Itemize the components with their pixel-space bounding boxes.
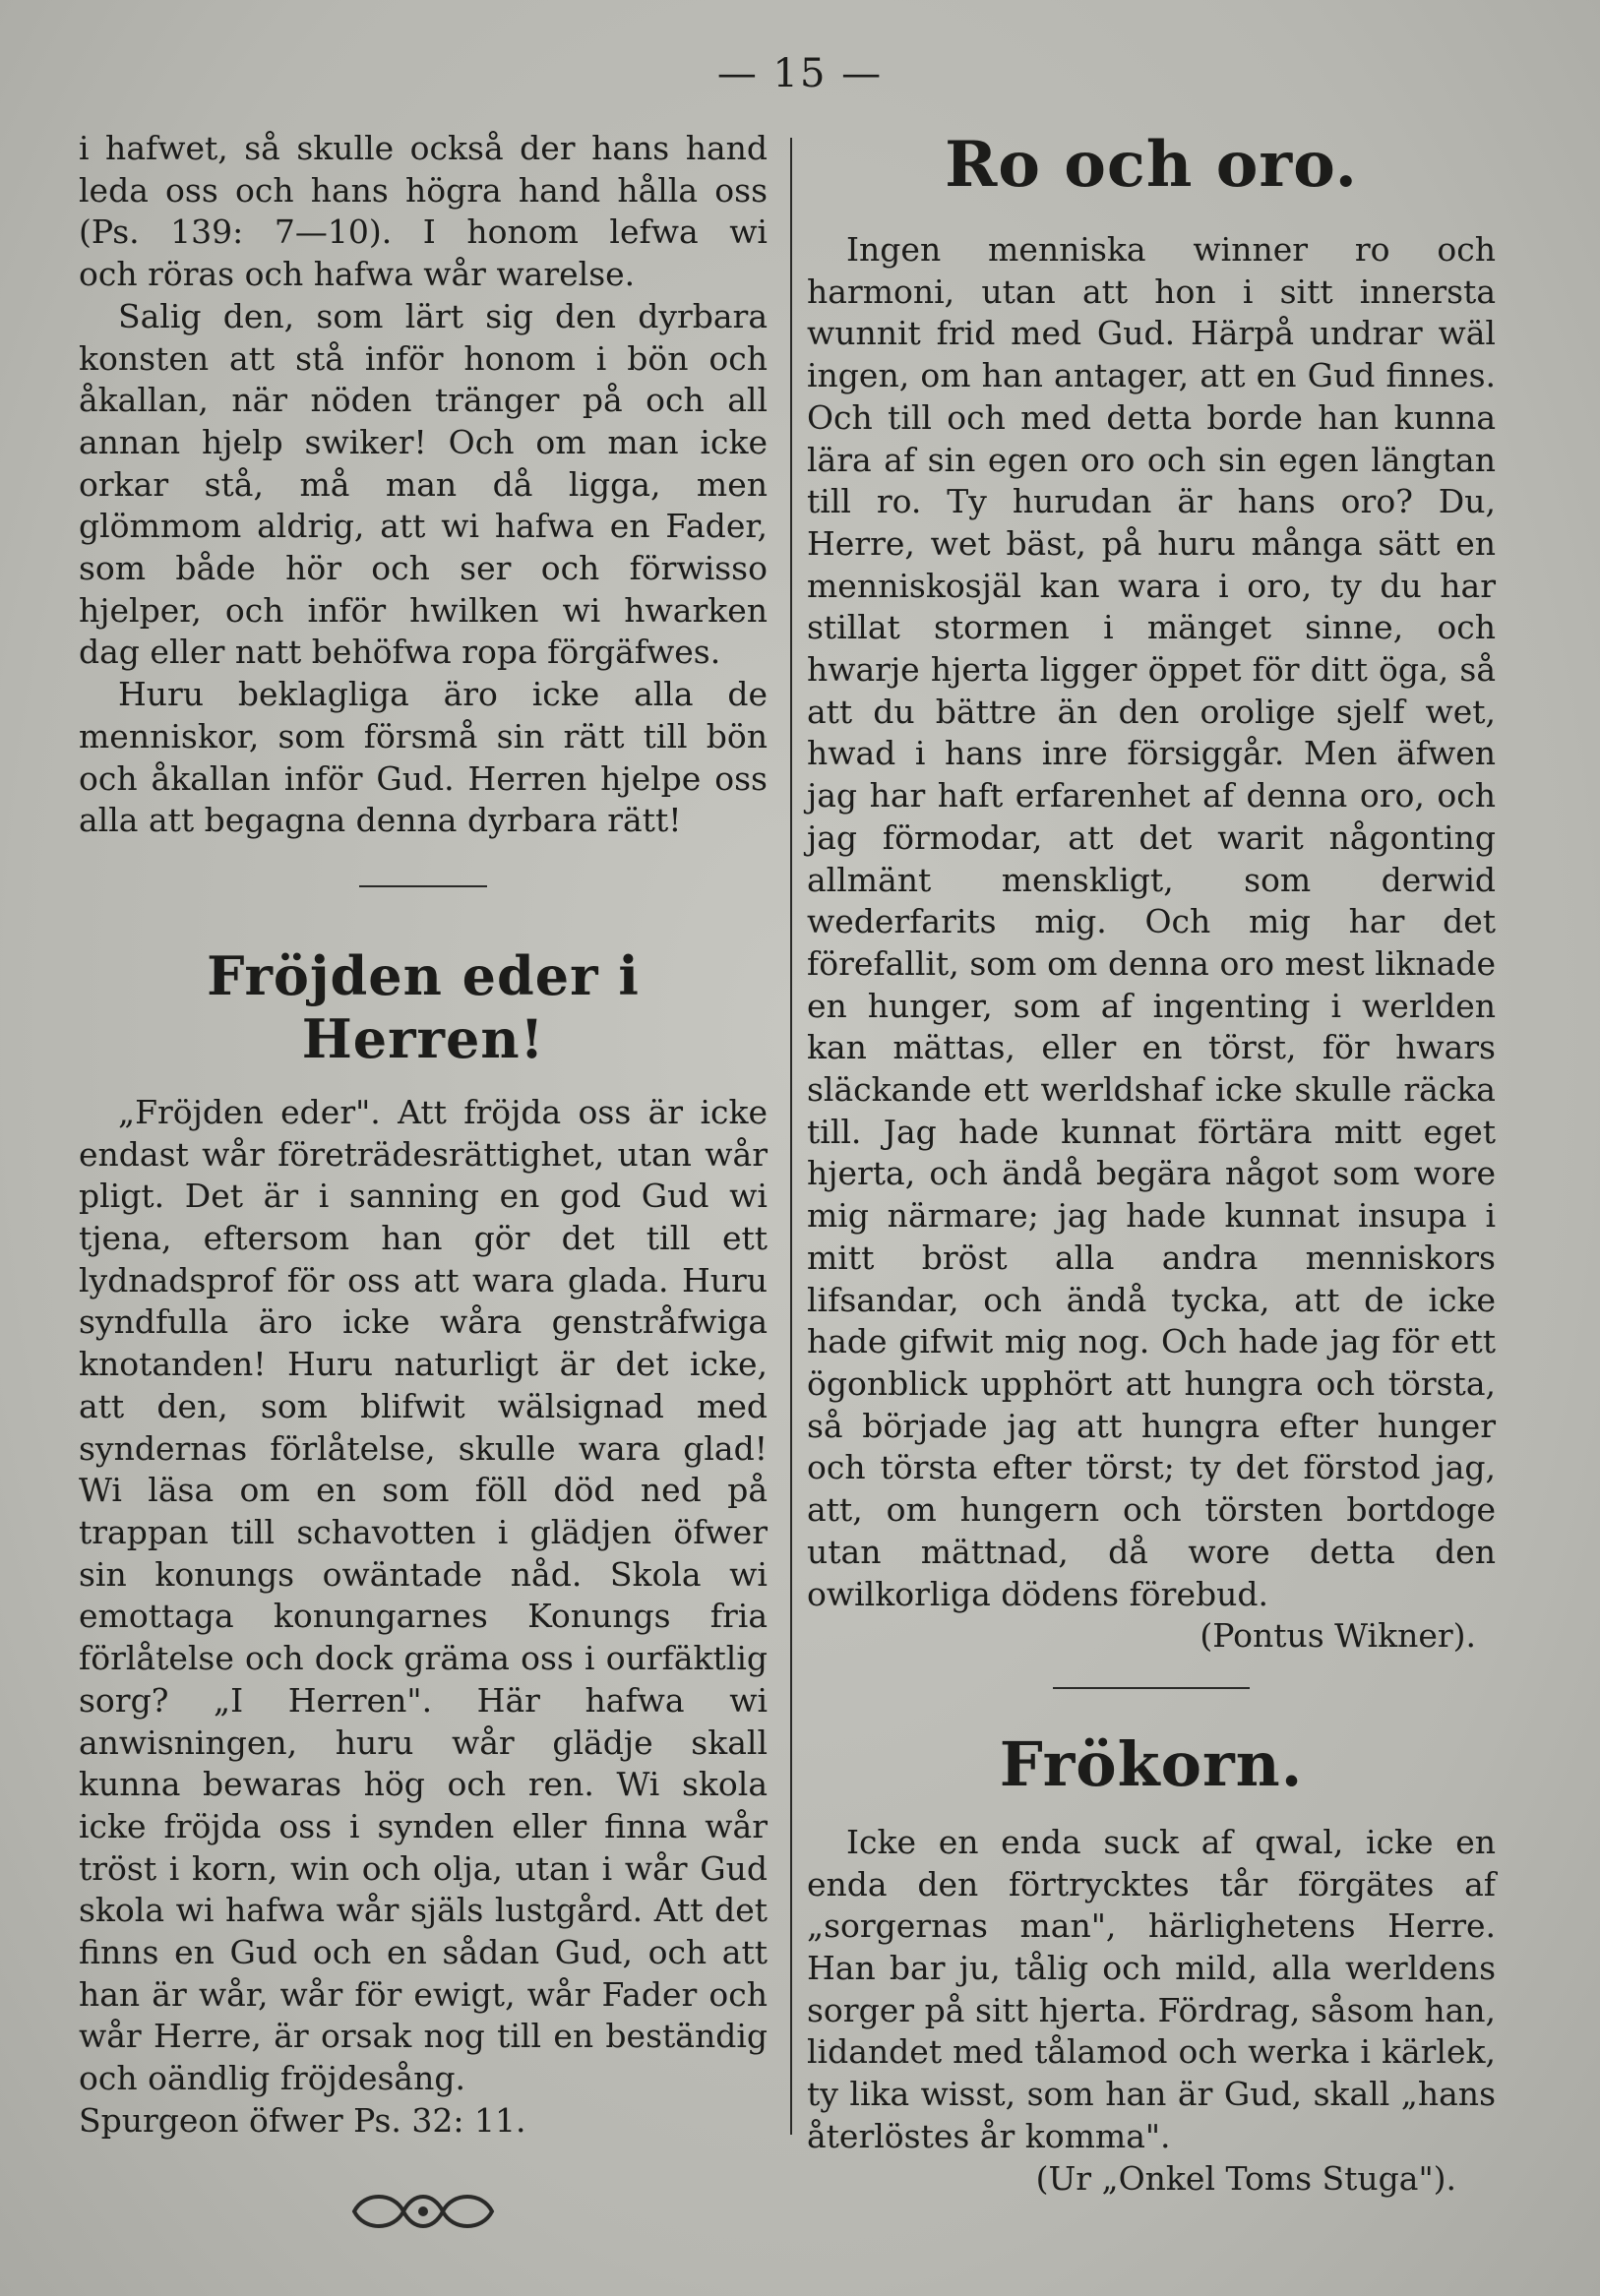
article-source-onkel-tom: (Ur „Onkel Toms Stuga"). [1035,2158,1456,2198]
paragraph-huru-beklagliga: Huru beklagliga äro icke alla de menniskor, som försmå sin rätt till bön och åkallan inför Gud. Herren hjelpe oss alla att begagna denna dyrbara rätt! [79,675,768,840]
article-body-frokorn: Icke en enda suck af qwal, icke en enda den förtrycktes tår förgätes af „sorgernas man", härlighetens Herre. Han bar ju, tålig och mild, alla werldens sorger på sitt hjerta. Fördrag, såsom han, lidandet med tålamod och werka i kärlek, ty lika wisst, som han är Gud, skall „hans återlöstes år komma". [807,1822,1496,2155]
article-title-ro-och-oro: Ro och oro. [945,128,1358,202]
intro-line-4: och röras och hafwa wår warelse. [79,255,636,294]
intro-line-3: (Ps. 139: 7—10). I honom lefwa wi [79,212,768,252]
article-author-wikner: (Pontus Wikner). [1200,1616,1476,1656]
section-rule-right [1053,1687,1250,1689]
article-body-ro-och-oro: Ingen menniska winner ro och harmoni, utan att hon i sitt innersta wunnit frid med Gud. Härpå undrar wäl ingen, om han antager, att en Gud finnes. Och till och med detta borde han kunna lära af sin egen oro och sin egen längtan till ro. Ty hurudan är hans oro? Du, Herre, wet bäst, på huru många sätt en menniskosjäl kan wara i oro, ty du har stillat stormen i mänget sinne, och hwarje hjerta ligger öppet för ditt öga, så att du bättre än den orolige sjelf wet, hwad i hans inre försiggår. Men äfwen jag har haft erfarenhet af denna oro, och jag förmodar, att det warit någonting allmänt menskligt, som derwid wederfarits mig. Och mig har det förefallit, som om denna oro mest liknade en hunger, som af ingenting i werlden kan mättas, eller en törst, för hwars släckande ett werldshaf icke skulle räcka till. Jag hade kunnat förtära mitt eget hjerta, och ändå begära något som wore mig närmare; jag hade kunnat insupa i mitt bröst alla andra menniskors lifsandar, och ändå tycka, att de icke hade gifwit mig nog. Och hade jag för ett ögonblick upphört att hungra och törsta, så började jag att hungra efter hunger och törsta efter törst; ty det förstod jag, att, om hungern och törsten bortdoge utan mättnad, då wore detta den owilkorliga dödens förebud. [807,230,1496,1613]
left-column [79,128,768,2241]
article-body-frojden: „Fröjden eder". Att fröjda oss är icke endast wår företrädesrättighet, utan wår pligt. Det är i sanning en god Gud wi tjena, eftersom han gör det till ett lydnadsprof för oss att wara glada. Huru syndfulla äro icke wåra genstråfwiga knotanden! Huru naturligt är det icke, att den, som blifwit wälsignad med syndernas förlåtelse, skulle wara glad! Wi läsa om en som föll död ned på trappan till schavotten i glädjen öfwer sin konungs owäntade nåd. Skola wi emottaga konungarnes Konungs fria förlåtelse och dock gräma oss i ourfäktlig sorg? „I Herren". Här hafwa wi anwisningen, huru wår glädje skall kunna bewaras hög och ren. Wi skola icke fröjda oss i synden eller finna wår tröst i korn, win och olja, utan i wår Gud skola wi hafwa wår själs lustgård. Att det finns en Gud och en sådan Gud, och att han är wår, wår för ewigt, wår Fader och wår Herre, är orsak nog till en beständig och oändlig fröjdesång. [79,1092,768,2098]
article-title-frokorn: Frökorn. [999,1727,1304,1800]
page-number: — 15 — [716,51,884,96]
article-source-spurgeon: Spurgeon öfwer Ps. 32: 11. [79,2100,526,2140]
article-title-frojden: Fröjden eder i Herren! [207,943,640,1070]
ornament-flourish-icon [335,2182,512,2241]
paragraph-salig: Salig den, som lärt sig den dyrbara konsten att stå inför honom i bön och åkallan, när nöden tränger på och all annan hjelp swiker! Och om man icke orkar stå, må man då ligga, men glömmom aldrig, att wi hafwa en Fader, som både hör och ser och förwisso hjelper, och inför hwilken wi hwarken dag eller natt behöfwa ropa förgäfwes. [79,296,768,672]
column-divider [790,138,792,2135]
right-column [807,128,1496,2200]
section-rule-left [359,885,487,887]
intro-line-1: i hafwet, så skulle också der hans hand [79,129,768,167]
intro-line-2: leda oss och hans högra hand hålla oss [79,170,768,210]
